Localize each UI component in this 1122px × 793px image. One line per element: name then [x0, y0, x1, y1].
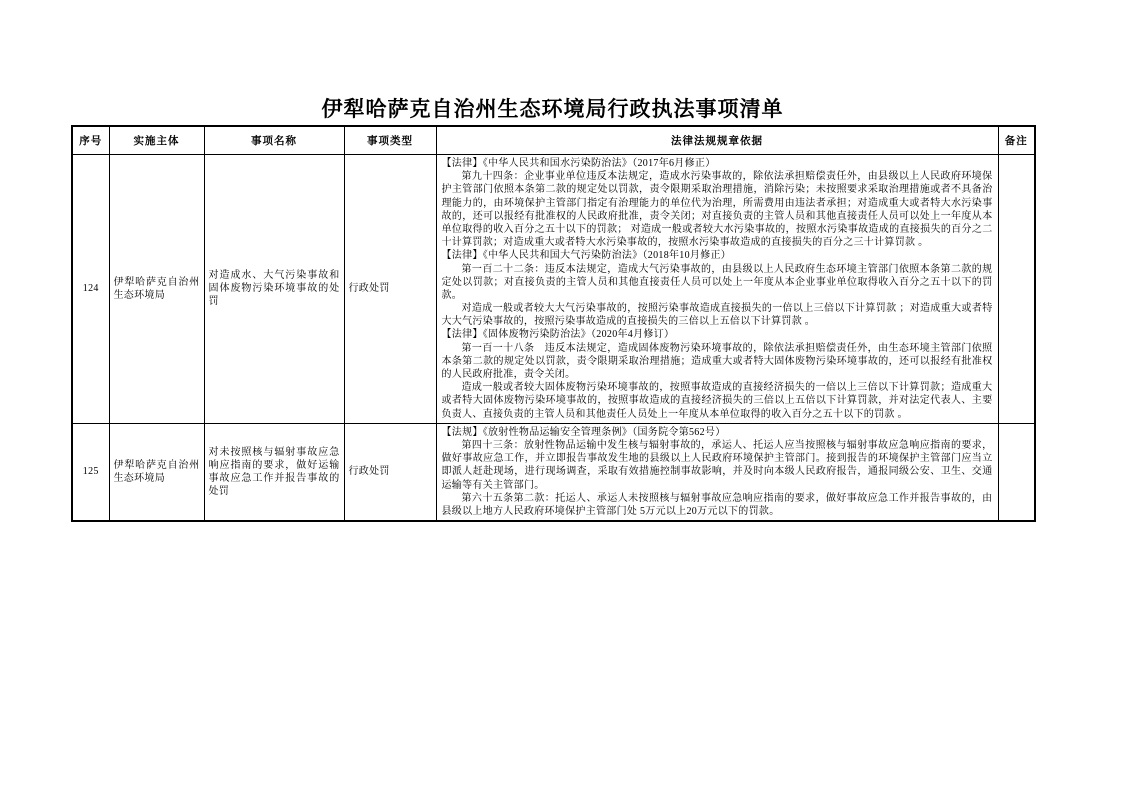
header-seq: 序号	[72, 126, 109, 155]
subject-cell: 伊犁哈萨克自治州生态环境局	[109, 423, 204, 521]
header-subject: 实施主体	[109, 126, 204, 155]
item-type-cell: 行政处罚	[344, 155, 436, 424]
law-article-paragraph: 造成一般或者较大固体废物污染环境事故的，按照事故造成的直接经济损失的一倍以上三倍以下计算罚款；造成重大或者特大固体废物污染环境事故的，按照事故造成的直接经济损失的三倍以上五倍以下计算罚款，并对法定代表人、主要负责人、直接负责的主管人员和其他责任人员处上一年度从本单位取得的收入百分之五十以下的罚款 。	[441, 382, 993, 420]
item-name-cell: 对未按照核与辐射事故应急响应指南的要求，做好运输事故应急工作并报告事故的处罚	[204, 423, 344, 521]
legal-basis-cell	[436, 423, 998, 521]
item-name-cell: 对造成水、大气污染事故和固体废物污染环境事故的处罚	[204, 155, 344, 424]
remark-cell	[998, 423, 1035, 521]
law-title-line: 【法律】《中华人民共和国水污染防治法》（2017年6月修正）	[441, 158, 716, 169]
law-title-line: 【法规】《放射性物品运输安全管理条例》（国务院令第562号）	[441, 426, 726, 438]
law-title-line: 【法律】《中华人民共和国大气污染防治法》（2018年10月修正）	[441, 250, 732, 262]
law-article-paragraph: 第九十四条：企业事业单位违反本法规定，造成水污染事故的，除依法承担赔偿责任外，由县级以上人民政府环境保护主管部门依照本条第二款的规定处以罚款，责令限期采取治理措施，消除污染；未按照要求采取治理措施或者不具备治理能力的，由环境保护主管部门指定有治理能力的单位代为治理，所需费用由违法者承担；对造成重大或者特大水污染事故的，还可以报经有批准权的人民政府批准，责令关闭；对直接负责的主管人员和其他直接责任人员可以处上一年度从本单位取得的收入百分之五十以下的罚款； 对造成一般或者较大水污染事故的，按照水污染事故造成的直接损失的百分之二十计算罚款；对造成重大或者特大水污染事故的，按照水污染事故造成的直接损失的百分之三十计算罚款 。	[441, 171, 993, 249]
law-title-line: 【法律】《固体废物污染防治法》（2020年4月修订）	[441, 329, 675, 341]
header-remark: 备注	[998, 126, 1035, 155]
header-item-type: 事项类型	[344, 126, 436, 155]
law-article-paragraph: 对造成一般或者较大大气污染事故的，按照污染事故造成直接损失的一倍以上三倍以下计算罚款 ；对造成重大或者特大大气污染事故的，按照污染事故造成的直接损失的三倍以上五倍以下计算罚款 。	[441, 303, 993, 328]
item-type-cell: 行政处罚	[344, 423, 436, 521]
header-item-name: 事项名称	[204, 126, 344, 155]
law-article-paragraph: 第四十三条：放射性物品运输中发生核与辐射事故的，承运人、托运人应当按照核与辐射事故应急响应指南的要求，做好事故应急工作，并立即报告事故发生地的县级以上人民政府环境保护主管部门。接到报告的环境保护主管部门应当立即派人赶赴现场，进行现场调查，采取有效措施控制事故影响，并及时向本级人民政府报告，通报同级公安、卫生、交通运输等有关主管部门。	[441, 439, 993, 491]
table-row	[72, 423, 1035, 521]
legal-basis-cell	[436, 155, 998, 424]
law-article-paragraph: 第六十五条第二款：托运人、承运人未按照核与辐射事故应急响应指南的要求，做好事故应急工作并报告事故的，由县级以上地方人民政府环境保护主管部门处 5万元以上20万元以下的罚款。	[441, 492, 993, 517]
seq-cell: 125	[72, 423, 109, 521]
law-article-paragraph: 第一百二十二条：违反本法规定，造成大气污染事故的，由县级以上人民政府生态环境主管部门依照本条第二款的规定处以罚款；对直接负责的主管人员和其他直接责任人员可以处上一年度从本企业事业单位取得收入百分之五十以下的罚款。	[441, 263, 993, 301]
law-article-paragraph: 第一百一十八条 违反本法规定，造成固体废物污染环境事故的，除依法承担赔偿责任外，由生态环境主管部门依照本条第二款的规定处以罚款，责令限期采取治理措施；造成重大或者特大固体废物污染环境事故的，还可以报经有批准权的人民政府批准，责令关闭。	[441, 342, 993, 380]
header-legal-basis: 法律法规规章依据	[436, 126, 998, 155]
remark-cell	[998, 155, 1035, 424]
table-header	[72, 126, 1035, 155]
law-items-table	[71, 125, 1036, 522]
page-title: 伊犁哈萨克自治州生态环境局行政执法事项清单	[321, 97, 784, 121]
seq-cell: 124	[72, 155, 109, 424]
subject-cell: 伊犁哈萨克自治州生态环境局	[109, 155, 204, 424]
table-row	[72, 155, 1035, 424]
